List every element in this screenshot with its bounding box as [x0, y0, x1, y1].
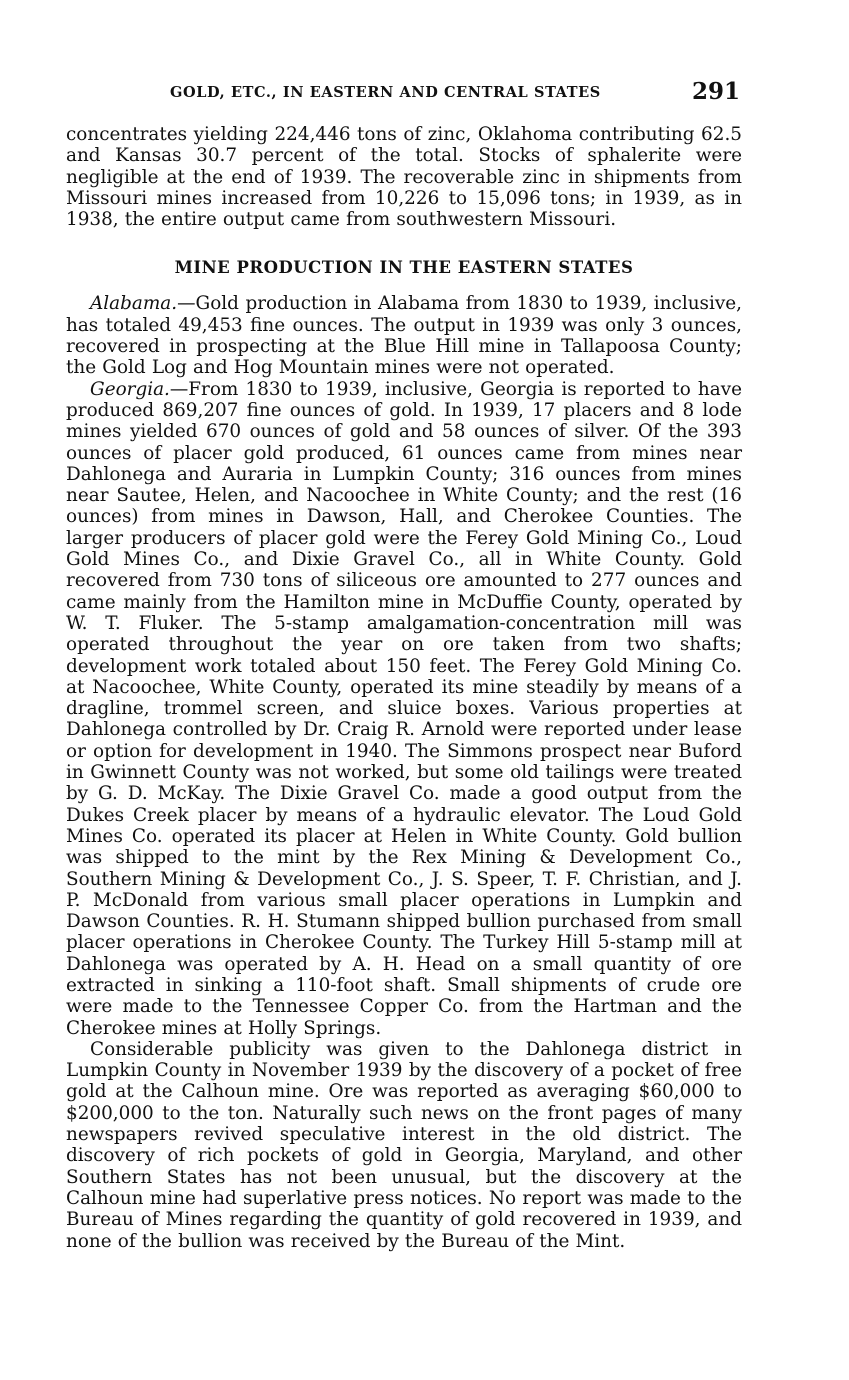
- continuation-paragraph: concentrates yielding 224,446 tons of zinc, Oklahoma contributing 62.5 and Kansas 30.7 percent of the total. Stocks of sphalerite were negligible at the end of 1939. The recoverable zinc in shipments from Missouri mines increased from 10,226 to 15,096 tons; in 1939, as in 1938, the entire output came from southwestern Missouri.: [66, 124, 742, 231]
- georgia-text: —From 1830 to 1939, inclusive, Georgia is reported to have produced 869,207 fine ounces of gold. In 1939, 17 placers and 8 lode mines yielded 670 ounces of gold and 58 ounces of silver. Of the 393 ounces of placer gold produced, 61 ounces came from mines near Dahlonega and Auraria in Lumpkin County; 316 ounces from mines near Sautee, Helen, and Nacoochee in White County; and the rest (16 ounces) from mines in Dawson, Hall, and Cherokee Counties. The larger producers of placer gold were the Ferey Gold Mining Co., Loud Gold Mines Co., and Dixie Gravel Co., all in White County. Gold recovered from 730 tons of siliceous ore amounted to 277 ounces and came mainly from the Hamilton mine in McDuffie County, operated by W. T. Fluker. The 5-stamp amalgamation-concentration mill was operated throughout the year on ore taken from two shafts; development work totaled about 150 feet. The Ferey Gold Mining Co. at Nacoochee, White County, operated its mine steadily by means of a dragline, trommel screen, and sluice boxes. Various properties at Dahlonega controlled by Dr. Craig R. Arnold were reported under lease or option for development in 1940. The Simmons prospect near Buford in Gwinnett County was not worked, but some old tailings were treated by G. D. McKay. The Dixie Gravel Co. made a good output from the Dukes Creek placer by means of a hydraulic elevator. The Loud Gold Mines Co. operated its placer at Helen in White County. Gold bullion was shipped to the mint by the Rex Mining & Development Co., Southern Mining & Development Co., J. S. Speer, T. F. Christian, and J. P. McDonald from various small placer operations in Lumpkin and Dawson Counties. R. H. Stumann shipped bullion purchased from small placer operations in Cherokee County. The Turkey Hill 5-stamp mill at Dahlonega was operated by A. H. Head on a small quantity of ore extracted in sinking a 110-foot shaft. Small shipments of crude ore were made to the Tennessee Copper Co. from the Hartman and the Cherokee mines at Holly Springs.: [66, 378, 742, 1039]
- georgia-paragraph: [66, 379, 742, 1039]
- alabama-text: —Gold production in Alabama from 1830 to 1939, inclusive, has totaled 49,453 fine ounces. The output in 1939 was only 3 ounces, recovered in prospecting at the Blue Hill mine in Tallapoosa County; the Gold Log and Hog Mountain mines were not operated.: [66, 293, 742, 379]
- running-header: [66, 78, 742, 112]
- alabama-state-name: Alabama.: [90, 293, 178, 315]
- running-title: GOLD, ETC., IN EASTERN AND CENTRAL STATES: [170, 84, 601, 101]
- section-heading: MINE PRODUCTION IN THE EASTERN STATES: [174, 258, 634, 278]
- page-number: 291: [691, 78, 740, 105]
- alabama-paragraph: [66, 293, 742, 378]
- publicity-paragraph: Considerable publicity was given to the Dahlonega district in Lumpkin County in November 1939 by the discovery of a pocket of free gold at the Calhoun mine. Ore was reported as averaging $60,000 to $200,000 to the ton. Naturally such news on the front pages of many newspapers revived speculative interest in the old district. The discovery of rich pockets of gold in Georgia, Maryland, and other Southern States has not been unusual, but the discovery at the Calhoun mine had superlative press notices. No report was made to the Bureau of Mines regarding the quantity of gold recovered in 1939, and none of the bullion was received by the Bureau of the Mint.: [66, 1038, 742, 1252]
- document-page: [66, 78, 742, 1252]
- georgia-state-name: Georgia.: [90, 378, 170, 400]
